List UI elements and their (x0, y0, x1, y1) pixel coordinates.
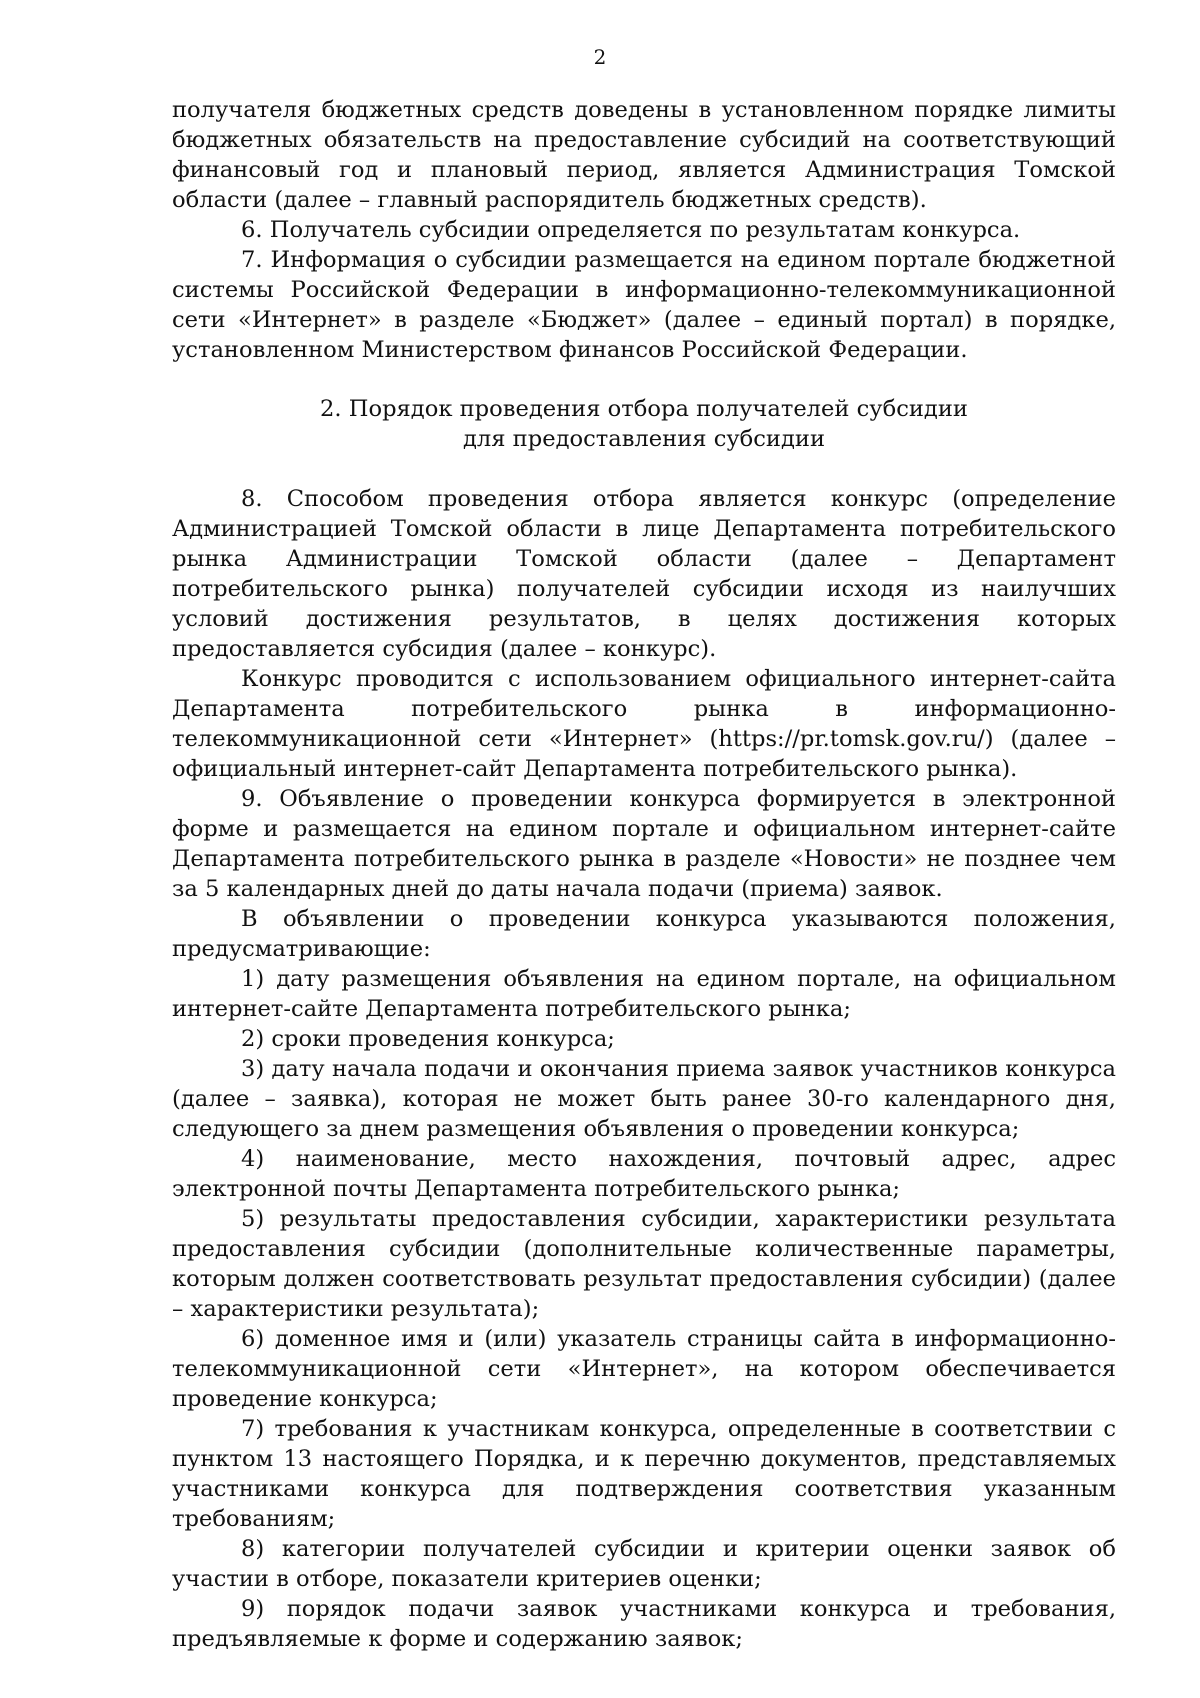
paragraph-item-8: 8. Способом проведения отбора является конкурс (определение Администрацией Томской области в лице Департамента потребительского рынка Администрации Томской области (далее – Департамент потребительского рынка) получателей субсидии исходя из наилучших условий достижения результатов, в целях достижения которых предоставляется субсидия (далее – конкурс). (172, 486, 1116, 662)
paragraph-item-7: 7. Информация о субсидии размещается на едином портале бюджетной системы Российской Федерации в информационно-телекоммуникационной сети «Интернет» в разделе «Бюджет» (далее – единый портал) в порядке, установленном Министерством финансов Российской Федерации. (172, 247, 1116, 363)
paragraph-contest-website: Конкурс проводится с использованием официального интернет-сайта Департамента потребительского рынка в информационно-телекоммуникационной сети «Интернет» (https://pr.tomsk.gov.ru/) (далее – официальный интернет-сайт Департамента потребительского рынка). (172, 666, 1116, 782)
paragraph-item-6: 6. Получатель субсидии определяется по результатам конкурса. (241, 217, 1021, 243)
paragraph-announcement-provisions: В объявлении о проведении конкурса указываются положения, предусматривающие: (172, 906, 1116, 962)
list-item-1: 1) дату размещения объявления на едином портале, на официальном интернет-сайте Департамента потребительского рынка; (172, 966, 1116, 1022)
document-body (172, 95, 1116, 1654)
section-heading-line-2: для предоставления субсидии (462, 426, 826, 452)
section-heading (172, 394, 1116, 454)
list-item-6: 6) доменное имя и (или) указатель страницы сайта в информационно-телекоммуникационной сети «Интернет», на котором обеспечивается проведение конкурса; (172, 1326, 1116, 1412)
paragraph-continuation: получателя бюджетных средств доведены в установленном порядке лимиты бюджетных обязательств на предоставление субсидий на соответствующий финансовый год и плановый период, является Администрация Томской области (далее – главный распорядитель бюджетных средств). (172, 97, 1116, 213)
paragraph-item-9: 9. Объявление о проведении конкурса формируется в электронной форме и размещается на едином портале и официальном интернет-сайте Департамента потребительского рынка в разделе «Новости» не позднее чем за 5 календарных дней до даты начала подачи (приема) заявок. (172, 786, 1116, 902)
list-item-8: 8) категории получателей субсидии и критерии оценки заявок об участии в отборе, показатели критериев оценки; (172, 1536, 1116, 1592)
list-item-9: 9) порядок подачи заявок участниками конкурса и требования, предъявляемые к форме и содержанию заявок; (172, 1596, 1116, 1652)
list-item-7: 7) требования к участникам конкурса, определенные в соответствии с пунктом 13 настоящего Порядка, и к перечню документов, представляемых участниками конкурса для подтверждения соответствия указанным требованиям; (172, 1416, 1116, 1532)
section-heading-line-1: 2. Порядок проведения отбора получателей субсидии (320, 396, 968, 422)
list-item-4: 4) наименование, место нахождения, почтовый адрес, адрес электронной почты Департамента потребительского рынка; (172, 1146, 1116, 1202)
list-item-3: 3) дату начала подачи и окончания приема заявок участников конкурса (далее – заявка), которая не может быть ранее 30-го календарного дня, следующего за днем размещения объявления о проведении конкурса; (172, 1056, 1116, 1142)
page-number: 2 (593, 45, 607, 69)
list-item-5: 5) результаты предоставления субсидии, характеристики результата предоставления субсидии (дополнительные количественные параметры, которым должен соответствовать результат предоставления субсидии) (далее – характеристики результата); (172, 1206, 1116, 1322)
list-item-2: 2) сроки проведения конкурса; (241, 1026, 615, 1052)
